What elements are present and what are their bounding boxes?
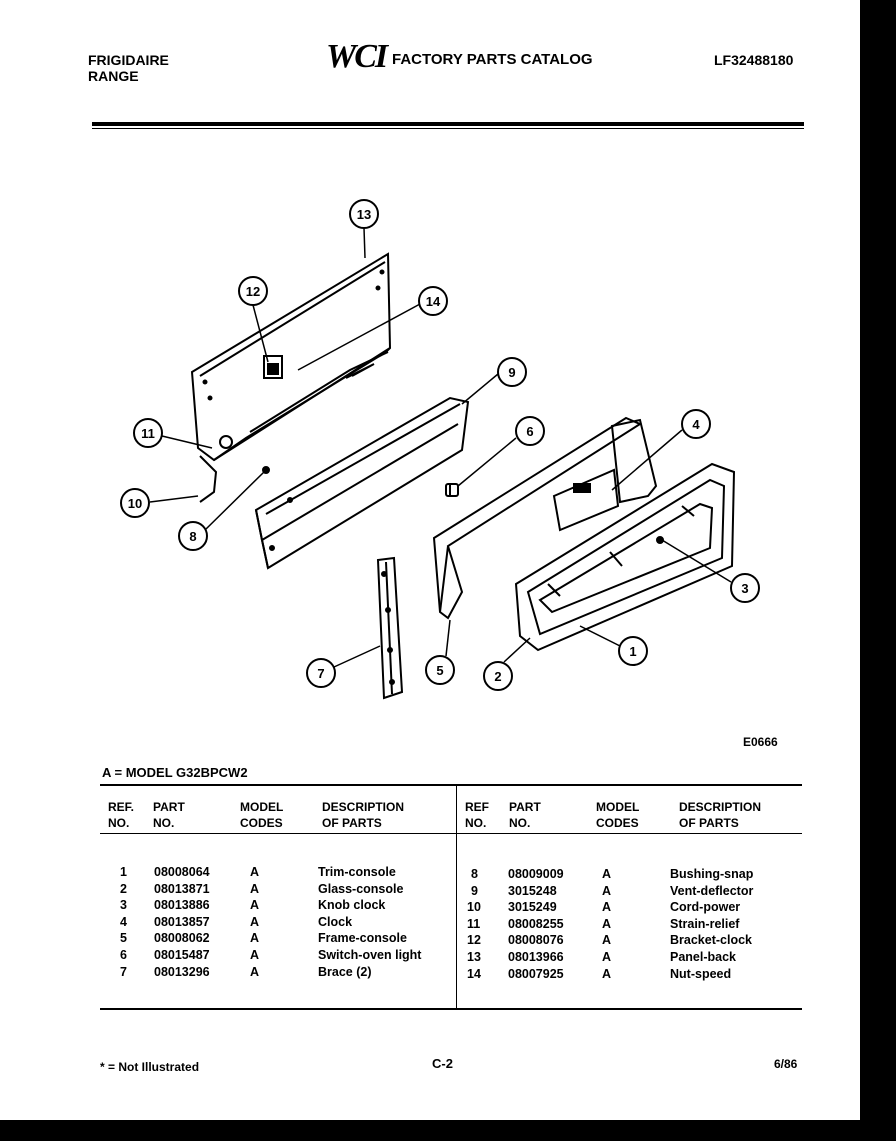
callout-3 [731,574,759,602]
svg-text:8: 8 [189,529,197,544]
svg-text:12: 12 [245,284,261,299]
brace-drawing [378,558,402,698]
table-row: 12 08008076 A Bracket-clock [467,933,752,948]
callouts [121,200,759,690]
callout-4 [682,410,710,438]
diagram-code: E0666 [743,735,778,749]
table-row: 1 08008064 A Trim-console [120,865,396,879]
panel-back-drawing [192,254,390,502]
table-row: 5 08008062 A Frame-console [120,931,407,946]
header-desc-right: DESCRIPTION OF PARTS [679,800,762,830]
callout-5 [426,656,454,684]
header-part-right: PART NO. [509,800,541,830]
header-model: MODEL CODES [240,800,284,830]
header-ref-right: REF NO. [465,800,489,830]
svg-text:10: 10 [127,496,143,511]
table-row: 6 08015487 A Switch-oven light [120,947,422,962]
revision-date: 6/86 [774,1057,798,1071]
svg-text:5: 5 [436,663,444,678]
table-row: 11 08008255 A Strain-relief [467,916,740,931]
parts-list-right [457,866,802,982]
table-row: 13 08013966 A Panel-back [467,949,737,964]
table-bottom-rule [100,1008,802,1010]
table-row: 9 3015248 A Vent-deflector [471,883,754,898]
table-row: 8 08009009 A Bushing-snap [471,867,754,881]
callout-2 [484,662,512,690]
svg-text:4: 4 [692,417,700,432]
page-number: C-2 [432,1056,453,1071]
svg-text:14: 14 [425,294,441,309]
header-desc: DESCRIPTION OF PARTS [322,800,405,830]
callout-10 [121,489,149,517]
callout-6 [516,417,544,445]
callout-11 [134,419,162,447]
parts-list-left [100,864,456,980]
table-top-rule [100,784,802,786]
table-row: 10 3015249 A Cord-power [467,900,741,915]
svg-text:2: 2 [494,669,502,684]
svg-text:11: 11 [141,426,155,441]
table-row: 4 08013857 A Clock [120,914,353,929]
callout-9 [498,358,526,386]
header-rule [92,122,804,126]
model-legend: A = MODEL G32BPCW2 [102,765,248,780]
callout-13 [350,200,378,228]
callout-7 [307,659,335,687]
svg-text:13: 13 [356,207,372,222]
vent-deflector-drawing [256,398,468,568]
wci-logo: WCI [326,38,387,75]
brand-name: FRIGIDAIRE [88,52,169,68]
exploded-parts-diagram [0,150,860,730]
svg-text:1: 1 [629,644,637,659]
table-row: 14 08007925 A Nut-speed [467,966,732,981]
product-type: RANGE [88,68,139,84]
svg-text:9: 9 [508,365,516,380]
switch-oven-light-drawing [446,484,458,496]
callout-12 [239,277,267,305]
table-row: 2 08013871 A Glass-console [120,881,404,896]
header-ref: REF. NO. [108,800,135,830]
catalog-code: LF32488180 [714,52,794,68]
svg-text:3: 3 [741,581,749,596]
callout-14 [419,287,447,315]
catalog-title: FACTORY PARTS CATALOG [392,51,593,68]
header-model-right: MODEL CODES [596,800,640,830]
svg-text:6: 6 [526,424,534,439]
not-illustrated-note: * = Not Illustrated [100,1060,200,1074]
table-row: 3 08013886 A Knob clock [120,898,386,913]
table-header-rule [100,833,802,834]
header-part: PART NO. [153,800,185,830]
trim-console-drawing [516,464,734,650]
brand-block [88,52,169,84]
table-row: 7 08013296 A Brace (2) [120,964,372,979]
callout-8 [179,522,207,550]
header-rule-thin [92,128,804,129]
callout-1 [619,637,647,665]
svg-text:7: 7 [317,666,325,681]
